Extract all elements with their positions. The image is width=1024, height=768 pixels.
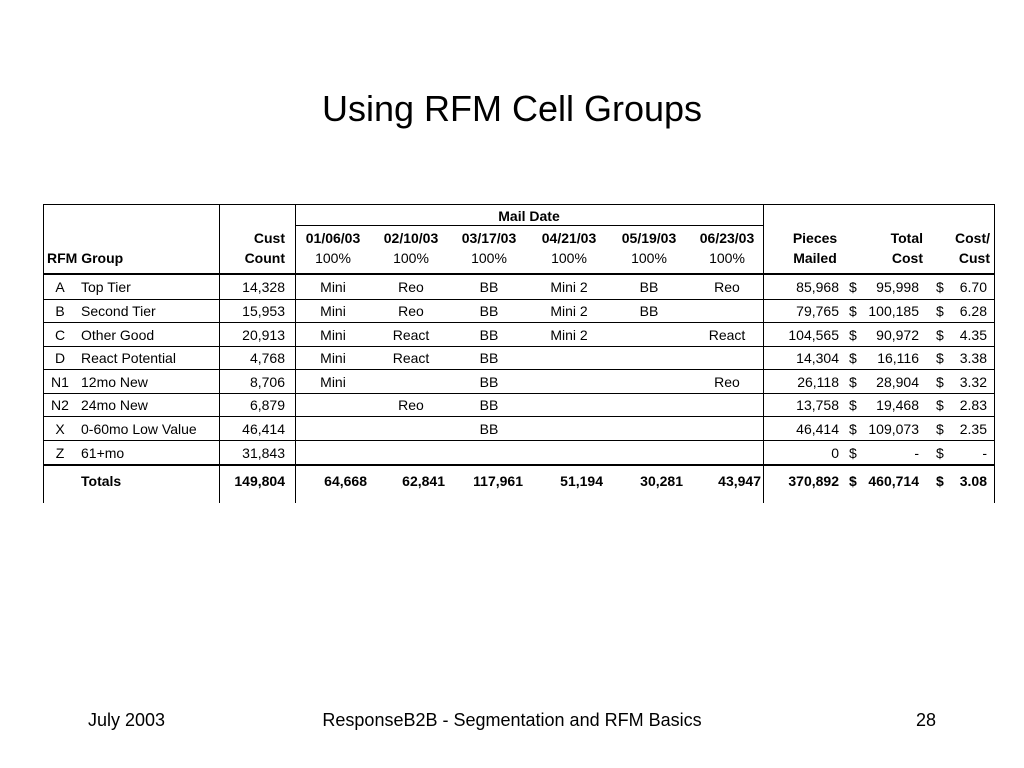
cost-per-cust: 3.38	[959, 350, 987, 366]
total-cost: 90,972	[876, 327, 919, 343]
totals-mail-pieces: 30,281	[640, 473, 683, 489]
mail-piece: React	[392, 350, 430, 366]
cust-count: 8,706	[249, 374, 285, 390]
mail-date-percent: 100%	[315, 250, 351, 266]
rfm-group-name: 0-60mo Low Value	[81, 421, 197, 437]
total-cost: 109,073	[868, 421, 919, 437]
total-cost: 19,468	[876, 397, 919, 413]
mail-piece: Mini	[320, 350, 346, 366]
totals-cost-currency: $	[849, 473, 857, 489]
mail-piece: Mini	[320, 303, 346, 319]
mail-date-column-header: 04/21/03	[541, 230, 597, 246]
totals-cost-per-currency: $	[936, 473, 944, 489]
mail-piece: React	[392, 327, 430, 343]
rfm-group-name: React Potential	[81, 350, 176, 366]
total-cost: 16,116	[877, 350, 919, 366]
totals-mail-pieces: 62,841	[402, 473, 445, 489]
mail-piece: Reo	[398, 279, 424, 295]
row-divider	[43, 393, 995, 394]
cust-count: 6,879	[249, 397, 285, 413]
total-cost-currency: $	[849, 279, 857, 295]
totals-mail-pieces: 51,194	[560, 473, 603, 489]
cust-count: 4,768	[249, 350, 285, 366]
rfm-code: N1	[51, 374, 69, 390]
total-cost-currency: $	[849, 303, 857, 319]
cost-per-cust-currency: $	[936, 350, 944, 366]
mail-piece: React	[708, 327, 746, 343]
cost-per-header: Cost/	[955, 230, 990, 246]
mail-date-column-header: 03/17/03	[461, 230, 517, 246]
total-cost-currency: $	[849, 374, 857, 390]
mail-date-percent: 100%	[551, 250, 587, 266]
mail-piece: Reo	[398, 397, 424, 413]
mail-piece: BB	[639, 303, 659, 319]
mail-date-column-header: 01/06/03	[305, 230, 361, 246]
mail-date-percent: 100%	[471, 250, 507, 266]
cost-per-cust: 6.28	[959, 303, 987, 319]
total-cost-currency: $	[849, 350, 857, 366]
rfm-group-name: Top Tier	[81, 279, 131, 295]
mail-piece: Mini	[320, 327, 346, 343]
footer-date: July 2003	[88, 710, 166, 730]
cust-header-2: Cust	[958, 250, 990, 266]
cust-count: 14,328	[242, 279, 285, 295]
slide-title: Using RFM Cell Groups	[321, 88, 703, 129]
mail-piece: Mini	[320, 279, 346, 295]
rfm-group-name: Second Tier	[81, 303, 156, 319]
rfm-group-header: RFM Group	[47, 250, 124, 266]
rfm-code: Z	[55, 445, 65, 461]
rfm-code: B	[55, 303, 65, 319]
header-divider	[43, 273, 995, 275]
row-divider	[43, 416, 995, 417]
rfm-code: D	[54, 350, 66, 366]
cost-header: Cost	[891, 250, 923, 266]
mail-piece: Mini 2	[550, 303, 588, 319]
mail-piece: Reo	[398, 303, 424, 319]
total-cost-currency: $	[849, 397, 857, 413]
totals-count: 149,804	[234, 473, 285, 489]
mail-piece: BB	[479, 279, 499, 295]
mail-piece: BB	[479, 421, 499, 437]
totals-pieces-mailed: 370,892	[788, 473, 839, 489]
totals-cost-per-cust: 3.08	[959, 473, 987, 489]
pieces-mailed: 26,118	[797, 374, 839, 390]
total-cost: 28,904	[876, 374, 919, 390]
cust-count: 20,913	[242, 327, 285, 343]
page-number: 28	[916, 710, 937, 730]
mail-date-percent: 100%	[709, 250, 745, 266]
mail-piece: Reo	[714, 279, 740, 295]
totals-total-cost: 460,714	[868, 473, 919, 489]
rfm-group-name: Other Good	[81, 327, 155, 343]
mail-date-header: Mail Date	[498, 208, 560, 224]
cost-per-cust-currency: $	[936, 279, 944, 295]
cost-per-cust-currency: $	[936, 397, 944, 413]
footer-title: ResponseB2B - Segmentation and RFM Basics	[322, 710, 702, 730]
table-border-left	[43, 205, 44, 503]
cust-header: Cust	[253, 230, 285, 246]
mail-piece: BB	[639, 279, 659, 295]
row-divider	[43, 346, 995, 347]
mail-piece: BB	[479, 397, 499, 413]
mailed-header: Mailed	[793, 250, 837, 266]
pieces-mailed: 13,758	[796, 397, 839, 413]
cost-per-cust: 4.35	[959, 327, 987, 343]
rfm-group-name: 24mo New	[81, 397, 148, 413]
cost-per-cust: 2.83	[959, 397, 987, 413]
pieces-mailed: 85,968	[796, 279, 839, 295]
rfm-code: N2	[51, 397, 69, 413]
mail-date-column-header: 02/10/03	[383, 230, 439, 246]
pieces-mailed: 14,304	[796, 350, 839, 366]
total-cost-currency: $	[849, 445, 857, 461]
pieces-mailed: 46,414	[796, 421, 839, 437]
pieces-header: Pieces	[792, 230, 838, 246]
cost-per-cust: 6.70	[959, 279, 987, 295]
mail-date-percent: 100%	[631, 250, 667, 266]
pieces-mailed: 0	[831, 445, 839, 461]
cost-per-cust-currency: $	[936, 445, 944, 461]
cust-count: 46,414	[242, 421, 285, 437]
total-cost-currency: $	[849, 327, 857, 343]
totals-mail-pieces: 43,947	[718, 473, 761, 489]
rfm-code: X	[55, 421, 65, 437]
mail-piece: BB	[479, 327, 499, 343]
row-divider	[43, 299, 995, 300]
cost-per-cust-currency: $	[936, 374, 944, 390]
mail-date-column-header: 06/23/03	[699, 230, 755, 246]
cost-per-cust-currency: $	[936, 327, 944, 343]
row-divider	[43, 322, 995, 323]
mail-piece: BB	[479, 303, 499, 319]
rfm-group-name: 61+mo	[81, 445, 125, 461]
row-divider	[43, 440, 995, 441]
cost-per-cust-currency: $	[936, 303, 944, 319]
total-header: Total	[890, 230, 923, 246]
cost-per-cust: 2.35	[959, 421, 987, 437]
pieces-mailed: 104,565	[788, 327, 839, 343]
table-border-right	[994, 205, 995, 503]
mail-piece: BB	[479, 374, 499, 390]
rfm-code: C	[54, 327, 66, 343]
cost-per-cust: -	[982, 445, 987, 461]
mail-piece: Reo	[714, 374, 740, 390]
mail-piece: Mini 2	[550, 327, 588, 343]
total-cost: -	[914, 445, 919, 461]
pieces-mailed: 79,765	[796, 303, 839, 319]
totals-divider	[43, 464, 995, 466]
mail-piece: Mini	[320, 374, 346, 390]
cost-per-cust: 3.32	[959, 374, 987, 390]
cust-count: 15,953	[242, 303, 285, 319]
rfm-group-name: 12mo New	[81, 374, 148, 390]
totals-mail-pieces: 117,961	[473, 473, 523, 489]
cost-per-cust-currency: $	[936, 421, 944, 437]
mail-date-underline	[295, 225, 764, 226]
mail-piece: Mini 2	[550, 279, 588, 295]
mail-date-percent: 100%	[393, 250, 429, 266]
mail-date-column-header: 05/19/03	[621, 230, 677, 246]
rfm-code: A	[55, 279, 65, 295]
total-cost-currency: $	[849, 421, 857, 437]
total-cost: 95,998	[876, 279, 919, 295]
totals-mail-pieces: 64,668	[324, 473, 367, 489]
rfm-table	[43, 204, 995, 503]
row-divider	[43, 369, 995, 370]
cust-count: 31,843	[242, 445, 285, 461]
totals-label: Totals	[81, 473, 122, 489]
total-cost: 100,185	[868, 303, 919, 319]
mail-piece: BB	[479, 350, 499, 366]
count-header: Count	[244, 250, 285, 266]
